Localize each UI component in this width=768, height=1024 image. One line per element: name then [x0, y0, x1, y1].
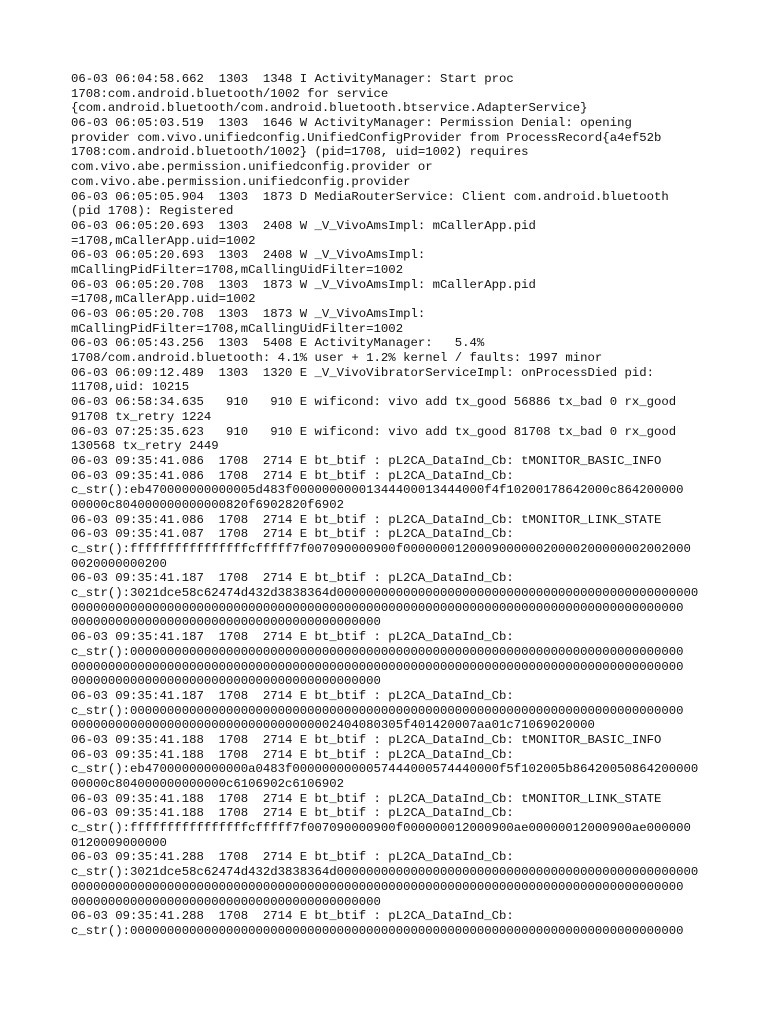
- log-document: [71, 72, 711, 939]
- log-line: 06-03 09:35:41.087 1708 2714 E bt_btif : pL2CA_DataInd_Cb:: [71, 527, 514, 542]
- log-line: 06-03 09:35:41.288 1708 2714 E bt_btif : pL2CA_DataInd_Cb:: [71, 909, 514, 924]
- log-line: c_str():000000000000000000000000000000000000000000000000000000000000000000000000000: [71, 644, 684, 659]
- log-line: 06-03 09:35:41.086 1708 2714 E bt_btif : pL2CA_DataInd_Cb: tMONITOR_LINK_STATE: [71, 512, 662, 527]
- log-line: 00000000000000000000000000000000000000000000000000000000000000000000000000000000000: [71, 659, 684, 674]
- log-line: 06-03 06:05:20.693 1303 2408 W _V_VivoAmsImpl: mCallerApp.pid: [71, 218, 536, 233]
- log-line: 06-03 06:09:12.489 1303 1320 E _V_VivoVibratorServiceImpl: onProcessDied pid:: [71, 365, 654, 380]
- log-line: c_str():000000000000000000000000000000000000000000000000000000000000000000000000000: [71, 703, 684, 718]
- log-line: 000000000000000000000000000000000000000000: [71, 894, 381, 909]
- log-line: c_str():000000000000000000000000000000000000000000000000000000000000000000000000000: [71, 923, 684, 938]
- log-line: 06-03 09:35:41.086 1708 2714 E bt_btif : pL2CA_DataInd_Cb: tMONITOR_BASIC_INFO: [71, 453, 662, 468]
- log-line: 06-03 07:25:35.623 910 910 E wificond: vivo add tx_good 81708 tx_bad 0 rx_good: [71, 424, 677, 439]
- log-line: 0120009000000: [71, 835, 167, 850]
- log-line: c_str():ffffffffffffffffcfffff7f007090000900f000000012000900ae00000012000900ae000000: [71, 821, 691, 836]
- log-line: 00000c804000000000000c6106902c6106902: [71, 777, 345, 791]
- log-line: 06-03 06:05:03.519 1303 1646 W ActivityManager: Permission Denial: opening: [71, 116, 632, 131]
- log-line: mCallingPidFilter=1708,mCallingUidFilter=1002: [71, 262, 404, 277]
- log-line: 1708:com.android.bluetooth/1002 for service: [71, 86, 389, 101]
- log-line: 06-03 09:35:41.187 1708 2714 E bt_btif : pL2CA_DataInd_Cb:: [71, 688, 514, 703]
- log-line: {com.android.bluetooth/com.android.bluetooth.btservice.AdapterService}: [71, 101, 588, 116]
- log-line: com.vivo.abe.permission.unifiedconfig.provider or: [71, 160, 433, 175]
- log-line: 06-03 06:04:58.662 1303 1348 I ActivityManager: Start proc: [71, 72, 514, 86]
- log-line: 06-03 09:35:41.188 1708 2714 E bt_btif : pL2CA_DataInd_Cb: tMONITOR_LINK_STATE: [71, 791, 662, 806]
- log-line: (pid 1708): Registered: [71, 204, 234, 219]
- log-line: 1708/com.android.bluetooth: 4.1% user + 1.2% kernel / faults: 1997 minor: [71, 351, 603, 366]
- log-line: c_str():ffffffffffffffffcfffff7f007090000900f000000012000900000020000200000002002000: [71, 542, 691, 556]
- log-line: 00000000000000000000000000000000000000000000000000000000000000000000000000000000000: [71, 600, 684, 615]
- log-line: 06-03 09:35:41.187 1708 2714 E bt_btif : pL2CA_DataInd_Cb:: [71, 571, 514, 586]
- log-line: 06-03 09:35:41.288 1708 2714 E bt_btif : pL2CA_DataInd_Cb:: [71, 850, 514, 865]
- log-line: 91708 tx_retry 1224: [71, 409, 212, 424]
- log-line: 11708,uid: 10215: [71, 380, 190, 395]
- log-line: 0020000000200: [71, 556, 167, 571]
- log-line: 06-03 06:58:34.635 910 910 E wificond: vivo add tx_good 56886 tx_bad 0 rx_good: [71, 395, 677, 410]
- log-line: c_str():3021dce58c62474d432d3838364d0000000000000000000000000000000000000000000000000: [71, 586, 699, 601]
- log-line: 06-03 06:05:05.904 1303 1873 D MediaRouterService: Client com.android.bluetooth: [71, 189, 669, 204]
- log-line: c_str():3021dce58c62474d432d3838364d0000000000000000000000000000000000000000000000000: [71, 865, 699, 880]
- log-line: =1708,mCallerApp.uid=1002: [71, 233, 256, 248]
- log-line: 06-03 09:35:41.188 1708 2714 E bt_btif : pL2CA_DataInd_Cb:: [71, 747, 514, 762]
- log-line: =1708,mCallerApp.uid=1002: [71, 292, 256, 307]
- log-line: 06-03 09:35:41.188 1708 2714 E bt_btif : pL2CA_DataInd_Cb:: [71, 806, 514, 821]
- log-line: 000000000000000000000000000000000002404080305f401420007aa01c71069020000: [71, 718, 595, 733]
- log-line: com.vivo.abe.permission.unifiedconfig.provider: [71, 174, 411, 189]
- log-line: mCallingPidFilter=1708,mCallingUidFilter=1002: [71, 321, 404, 336]
- log-line: 000000000000000000000000000000000000000000: [71, 674, 381, 689]
- log-line: 06-03 06:05:43.256 1303 5408 E ActivityManager: 5.4%: [71, 336, 485, 351]
- log-line: 06-03 09:35:41.086 1708 2714 E bt_btif : pL2CA_DataInd_Cb:: [71, 468, 514, 483]
- log-line: 1708:com.android.bluetooth/1002} (pid=1708, uid=1002) requires: [71, 145, 529, 160]
- log-line: 00000c804000000000000820f6902820f6902: [71, 497, 345, 512]
- log-line: 000000000000000000000000000000000000000000: [71, 615, 381, 630]
- log-line: 06-03 09:35:41.187 1708 2714 E bt_btif : pL2CA_DataInd_Cb:: [71, 630, 514, 645]
- log-line: 06-03 06:05:20.708 1303 1873 W _V_VivoAmsImpl:: [71, 307, 426, 321]
- log-line: c_str():eb47000000000000a0483f0000000000057444000574440000f5f102005b86420050864200000: [71, 762, 699, 777]
- log-line: 06-03 06:05:20.708 1303 1873 W _V_VivoAmsImpl: mCallerApp.pid: [71, 277, 536, 292]
- log-line: provider com.vivo.unifiedconfig.UnifiedConfigProvider from ProcessRecord{a4ef52b: [71, 130, 662, 145]
- log-line: c_str():eb470000000000005d483f00000000001344400013444000f4f10200178642000c864200000: [71, 483, 684, 498]
- log-line: 06-03 09:35:41.188 1708 2714 E bt_btif : pL2CA_DataInd_Cb: tMONITOR_BASIC_INFO: [71, 732, 662, 747]
- log-line: 06-03 06:05:20.693 1303 2408 W _V_VivoAmsImpl:: [71, 248, 426, 263]
- log-line: 00000000000000000000000000000000000000000000000000000000000000000000000000000000000: [71, 879, 684, 894]
- log-line: 130568 tx_retry 2449: [71, 439, 219, 454]
